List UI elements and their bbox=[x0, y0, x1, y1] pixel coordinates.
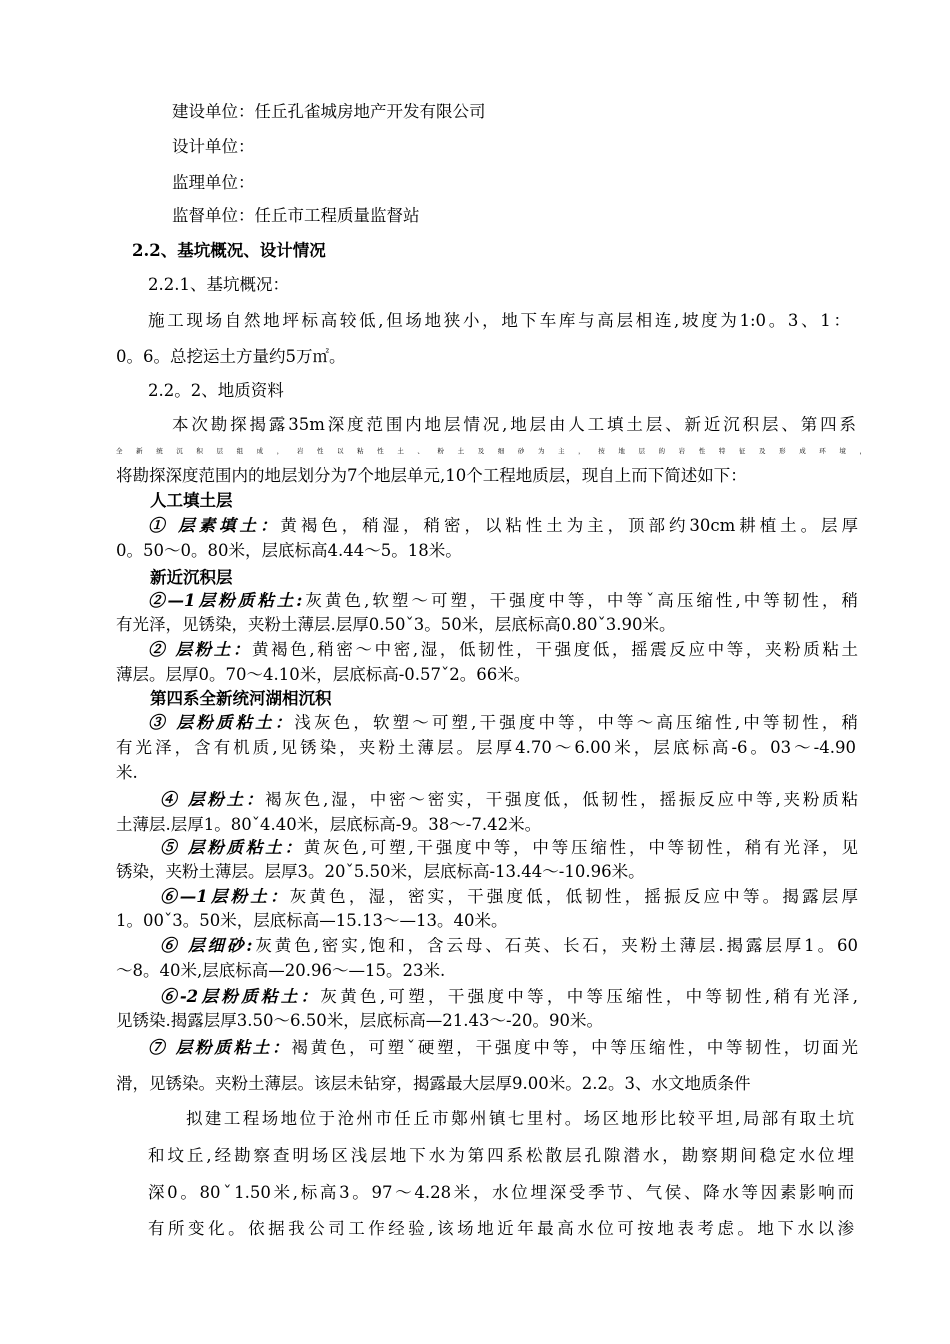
layer-5-line-2: 锈染，夹粉土薄层。层厚3。20ˇ5.50米，层底标高-13.44～-10.96米。 bbox=[116, 862, 645, 881]
layer-4-text: 褐灰色,湿，中密～密实，干强度低，低韧性，摇振反应中等,夹粉质粘 bbox=[265, 790, 858, 809]
layer-7-line-1 bbox=[148, 1037, 858, 1059]
hydro-para-line-4: 有所变化。依据我公司工作经验,该场地近年最高水位可按地表考虑。地下水以渗 bbox=[148, 1219, 854, 1238]
layer-1-line-1 bbox=[148, 515, 858, 537]
geology-para-line-3: 将勘探深度范围内的地层划分为7个地层单元,10个工程地质层，现自上而下简述如下： bbox=[116, 466, 747, 485]
layer-2-1-text: 灰黄色,软塑～可塑，干强度中等，中等ˇ高压缩性,中等韧性，稍 bbox=[302, 591, 858, 610]
layer-6-2-line-1 bbox=[160, 986, 858, 1008]
layer-1-label: ① 层素填土： bbox=[148, 516, 281, 535]
section-2-2-2-heading: 2.2。2、地质资料 bbox=[148, 381, 284, 400]
hydro-para-line-3: 深0。80ˇ1.50米,标高3。97～4.28米，水位埋深受季节、气侯、降水等因素影响而 bbox=[148, 1183, 854, 1202]
layer-1-line-2: 0。50～0。80米，层底标高4.44～5。18米。 bbox=[116, 541, 462, 560]
layer-6-text: 灰黄色,密实,饱和，含云母、石英、长石，夹粉土薄层.揭露层厚1。60 bbox=[252, 936, 858, 955]
layer-5-line-1 bbox=[160, 837, 858, 859]
layer-6-line-2: ～8。40米,层底标高—20.96～—15。23米. bbox=[116, 961, 446, 980]
layer-7-text: 褐黄色，可塑ˇ硬塑，干强度中等，中等压缩性，中等韧性，切面光 bbox=[291, 1038, 859, 1057]
layer-4-line-1 bbox=[160, 789, 858, 811]
group-holocene-heading: 第四系全新统河湖相沉积 bbox=[150, 689, 332, 708]
layer-6-2-line-2: 见锈染.揭露层厚3.50～6.50米，层底标高—21.43～-20。90米。 bbox=[116, 1011, 604, 1030]
layer-2-text: 黄褐色,稍密～中密,湿，低韧性，干强度低，摇震反应中等，夹粉质粘土 bbox=[252, 640, 858, 659]
group-recent-deposit-heading: 新近沉积层 bbox=[150, 568, 233, 587]
layer-6-2-label: ⑥-2层粉质粘土： bbox=[160, 987, 321, 1006]
layer-5-label: ⑤ 层粉质粘土： bbox=[160, 838, 304, 857]
hydro-para-line-1: 拟建工程场地位于沧州市任丘市鄚州镇七里村。场区地形比较平坦,局部有取土坑 bbox=[186, 1109, 854, 1128]
layer-2-line-1 bbox=[148, 639, 858, 661]
section-2-2-heading: 2.2、基坑概况、设计情况 bbox=[132, 241, 326, 260]
design-unit-line: 设计单位： bbox=[172, 137, 255, 156]
layer-3-line-1 bbox=[148, 712, 858, 734]
layer-5-text: 黄灰色,可塑,干强度中等，中等压缩性，中等韧性，稍有光泽，见 bbox=[303, 838, 858, 857]
layer-6-line-1 bbox=[160, 935, 858, 957]
group-fill-soil-heading: 人工填土层 bbox=[150, 491, 233, 510]
layer-7-line-2: 滑，见锈染。夹粉土薄层。该层未钻穿，揭露最大层厚9.00米。2.2。3、水文地质条件 bbox=[116, 1074, 751, 1093]
pit-overview-line-1: 施工现场自然地坪标高较低,但场地狭小，地下车库与高层相连,坡度为1:0。3、1： bbox=[148, 311, 850, 330]
layer-1-text: 黄褐色，稍湿，稍密，以粘性土为主，顶部约30cm耕植土。层厚 bbox=[280, 516, 858, 535]
layer-3-line-2: 有光泽，含有机质,见锈染，夹粉土薄层。层厚4.70～6.00米，层底标高-6。03～-4.90 bbox=[116, 738, 856, 757]
layer-6-1-line-2: 1。00ˇ3。50米，层底标高—15.13～—13。40米。 bbox=[116, 911, 508, 930]
layer-3-text: 浅灰色，软塑～可塑,干强度中等，中等～高压缩性,中等韧性，稍 bbox=[294, 713, 858, 732]
layer-2-1-line-2: 有光泽，见锈染，夹粉土薄层.层厚0.50ˇ3。50米，层底标高0.80ˇ3.90米。 bbox=[116, 615, 676, 634]
oversight-unit-line: 监督单位：任丘市工程质量监督站 bbox=[172, 206, 420, 225]
layer-4-line-2: 土薄层.层厚1。80ˇ4.40米，层底标高-9。38～-7.42米。 bbox=[116, 815, 542, 834]
pit-overview-line-2: 0。6。总挖运土方量约5万㎡。 bbox=[116, 347, 346, 366]
layer-2-line-2: 薄层。层厚0。70～4.10米，层底标高-0.57ˇ2。66米。 bbox=[116, 665, 531, 684]
layer-7-label: ⑦ 层粉质粘土： bbox=[148, 1038, 292, 1057]
construction-unit-line: 建设单位：任丘孔雀城房地产开发有限公司 bbox=[172, 102, 486, 121]
layer-6-1-line-1 bbox=[160, 886, 858, 908]
section-2-2-1-heading: 2.2.1、基坑概况： bbox=[148, 275, 289, 294]
layer-3-label: ③ 层粉质粘土： bbox=[148, 713, 295, 732]
layer-2-label: ② 层粉土： bbox=[148, 640, 252, 659]
layer-2-1-label: ②—1层粉质粘土: bbox=[148, 591, 303, 610]
geology-para-line-2: 全新统沉积层组成，岩性以粘性土、粉土及细砂为主，按地层的岩性特征及形成环境， bbox=[116, 447, 866, 455]
layer-2-1-line-1 bbox=[148, 590, 858, 612]
hydro-para-line-2: 和坟丘,经勘察查明场区浅层地下水为第四系松散层孔隙潜水，勘察期间稳定水位埋 bbox=[148, 1146, 854, 1165]
layer-4-label: ④ 层粉土： bbox=[160, 790, 266, 809]
layer-6-1-text: 灰黄色，湿，密实，干强度低，低韧性，摇振反应中等。揭露层厚 bbox=[289, 887, 858, 906]
geology-para-line-1: 本次勘探揭露35m深度范围内地层情况,地层由人工填土层、新近沉积层、第四系 bbox=[172, 415, 856, 434]
layer-6-2-text: 灰黄色,可塑，干强度中等，中等压缩性，中等韧性,稍有光泽, bbox=[320, 987, 858, 1006]
layer-3-line-3: 米. bbox=[116, 763, 138, 782]
supervision-unit-line: 监理单位： bbox=[172, 173, 255, 192]
layer-6-1-label: ⑥—1层粉土： bbox=[160, 887, 290, 906]
layer-6-label: ⑥ 层细砂: bbox=[160, 936, 253, 955]
